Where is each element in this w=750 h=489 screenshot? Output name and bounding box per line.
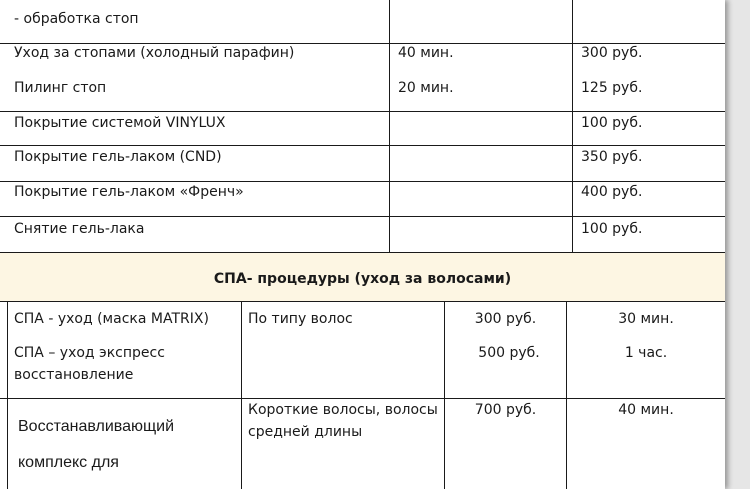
service-price: 350 руб. [581, 149, 643, 165]
service-price: 100 руб. [581, 221, 643, 237]
table-divider [0, 216, 725, 217]
spa-service-name: СПА – уход экспресс восстановление [14, 345, 165, 383]
service-name: Покрытие системой VINYLUX [14, 115, 226, 131]
service-duration: 20 мин. [398, 80, 454, 96]
spa-price: 700 руб. [474, 402, 537, 418]
table-divider [389, 0, 390, 253]
service-duration: 40 мин. [398, 45, 454, 61]
spa-price: 500 руб. [478, 345, 540, 361]
table-divider [0, 301, 725, 302]
spa-hair-condition: По типу волос [248, 311, 353, 327]
service-name: - обработка стоп [14, 11, 139, 27]
spa-duration: 30 мин. [618, 311, 674, 327]
spa-duration: 1 час. [624, 345, 668, 361]
service-price: 300 руб. [581, 45, 643, 61]
spa-service-name: СПА - уход (маска MATRIX) [14, 311, 209, 327]
service-price: 125 руб. [581, 80, 643, 96]
section-title: СПА- процедуры (уход за волосами) [213, 271, 512, 287]
spa-hair-condition: Короткие волосы, волосы средней длины [248, 402, 438, 440]
spa-price: 300 руб. [474, 311, 537, 327]
service-price: 100 руб. [581, 115, 643, 131]
spa-duration: 40 мин. [618, 402, 674, 418]
service-name: Пилинг стоп [14, 80, 107, 96]
spa-service-name-continued: комплекс для [18, 454, 119, 471]
service-name: Снятие гель-лака [14, 221, 145, 237]
spa-service-name: Восстанавливающий [18, 418, 175, 435]
service-price: 400 руб. [581, 184, 643, 200]
service-name: Покрытие гель-лаком «Френч» [14, 184, 244, 200]
table-divider [572, 0, 573, 253]
service-name: Уход за стопами (холодный парафин) [14, 45, 295, 61]
service-name: Покрытие гель-лаком (CND) [14, 149, 222, 165]
